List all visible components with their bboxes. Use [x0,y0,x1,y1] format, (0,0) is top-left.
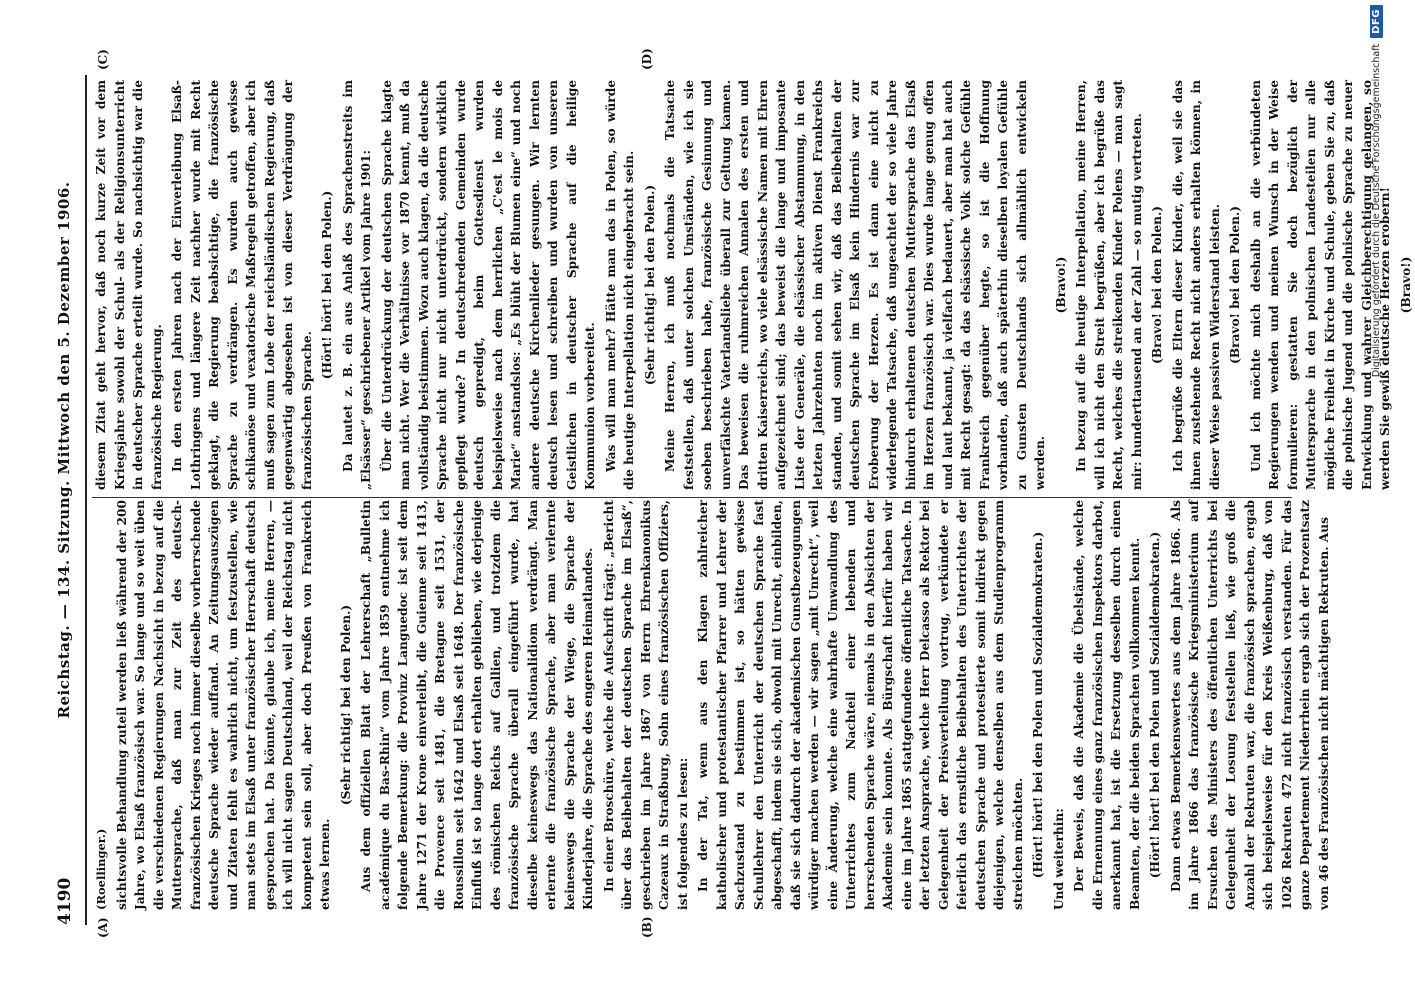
paragraph: In einer Broschüre, welche die Aufschrift trägt: „Bericht über das Beibehalten der deutschen Sprache im Elsaß“, geschrieben im Jahre 1867 von Herrn Ehrenkanonikus Cazeaux in Straßburg, Sohn eines französischen Offiziers, ist folgendes zu lesen: [601,500,690,910]
margin-mark-c: (C) [96,49,110,70]
interjection: (Bravo! bei den Polen.) [1150,206,1164,364]
page-title: Reichstag. — 134. Sitzung. Mittwoch den 5. Dezember 1906. [55,181,73,719]
column-divider [92,497,1292,498]
digitization-credit [1370,5,1383,995]
paragraph: In bezug auf die heutige Interpellation, meine Herren, will ich nicht den Streit begrüßen, aber ich begrüße das Recht, welches die streikenden Kinder Polens — man sagt mir: hunderttausend an der Zahl — so mutig vertreten. [1074,80,1144,490]
interjection: (Sehr richtig! bei den Polen.) [338,604,353,806]
paragraph: Dann etwas Bemerkenswertes aus dem Jahre 1866. Als im Jahre 1866 das französische Kriegsministerium auf Ersuchen des Ministers des öffentlichen Unterrichts bei Gelegenheit der Losung feststellen ließ, wie groß die Anzahl der Rekruten war, die französisch sprachen, ergab sich beispielsweise für den Kreis Weißenburg, daß von 1026 Rekruten 472 nicht französisch verstanden. Für das ganze Departement Niederrhein ergab sich der Prozentsatz von 46 des Französischen nicht mächtigen Rekruten. Aus [1168,500,1331,910]
interjection: (Sehr richtig! bei den Polen.) [642,184,657,386]
quotation: Der Beweis, daß die Akademie die Übelstände, welche die Ernennung eines ganz französischen Inspektors darbot, anerkannt hat, ist die Ersetzung desselben durch einen Beamten, der die beiden Sprachen vollkommen kennt. [1072,500,1142,910]
interjection: (Bravo!) [1398,256,1413,314]
left-column [92,500,1331,910]
interjection: (Bravo! bei den Polen.) [1228,206,1242,364]
speaker-name: (Roellinger.) [94,828,108,910]
interjection: (Hört! hört! bei den Polen und Sozialdemokraten.) [1148,531,1162,879]
page-header [55,75,83,925]
paragraph: In den ersten Jahren nach der Einverleibung Elsaß-Lothringens und längere Zeit nachher wurde mit Recht geklagt, die Regierung beabsichtige, die französische Sprache zu verdrängen. Es wurden auch gewisse schikanöse und vexatorische Maßregeln getroffen, aber ich muß sagen zum Lobe der reichsländischen Regierung, daß gegenwärtig abgesehen ist von dieser Verdrängung der französischen Sprache. [170,80,314,490]
paragraph: Was will man mehr? Hätte man das in Polen, so würde die heutige Interpellation nicht eingebracht sein. [603,80,636,490]
interjection: (Hört! hört! bei den Polen und Sozialdemokraten.) [1031,531,1045,879]
header-rule [85,75,87,925]
interjection: (Hört! hört! bei den Polen.) [320,190,334,380]
paragraph: Meine Herren, ich muß nochmals die Tatsache feststellen, daß unter solchen Umständen, wie ich sie soeben beschrieben habe, französische Gesinnung und unverfälschte Vaterlandsliebe überall zur Geltung kamen. Das beweisen die ruhmreichen Annalen des ersten und dritten Kaiserreichs, wo viele elsässische Namen mit Ehren aufgezeichnet sind; das beweist die lange und imposante Liste der Generäle, die elsässischer Abstammung, in den letzten Jahrzehnten noch im aktiven Dienst Frankreichs standen, und somit sehen wir, daß das Beibehalten der deutschen Sprache im Elsaß kein Hindernis war zur Eroberung der Herzen. Es ist dann eine nicht zu widerlegende Tatsache, daß ungeachtet der so viele Jahre hindurch erhaltenen deutschen Muttersprache das Elsaß im Herzen französisch war. Dies wurde lange genug offen und laut bekannt, ja vielfach bedauert, aber man hat auch mit Recht gesagt: da das elsässische Volk solche Gefühle Frankreich gegenüber hegte, so ist die Hoffnung vorhanden, daß auch späterhin dieselben loyalen Gefühle zu Gunsten Deutschlands sich allmählich entwickeln werden. [663,80,1047,490]
margin-mark-b: (B) [640,916,654,938]
interjection: (Bravo!) [1053,256,1068,314]
margin-mark-a: (A) [96,917,110,938]
margin-mark-d: (D) [640,48,654,70]
credit-text: Digitalisierung gefördert durch die Deutsche Forschungsgemeinschaft [1371,43,1382,378]
paragraph: Und weiterhin: [1051,808,1066,910]
paragraph: diesem Zitat geht hervor, daß noch kurze Zeit vor dem Kriegsjahre sowohl der Schul- als der Religionsunterricht in deutscher Sprache erteilt wurde. So nachsichtig war die französische Regierung. [94,80,164,490]
paragraph: Da lautet z. B. ein aus Anlaß des Sprachenstreits im „Elsässer“ geschriebener Artikel vom Jahre 1901: [340,80,373,490]
paragraph: sichtsvolle Behandlung zuteil werden ließ während der 200 Jahre, wo Elsaß französisch war. So lange und so weit üben die verschiedenen Regierungen Nachsicht in bezug auf die Muttersprache, daß man zur Zeit des deutsch-französischen Krieges noch immer dieselbe vorherrschende deutsche Sprache wieder auffand. An Zeitungsauszügen und Zitaten fehlt es wahrlich nicht, um festzustellen, wie man stets im Elsaß unter französischer Herrschaft deutsch gesprochen hat. Da könnte, glaube ich, meine Herren, — ich will nicht sagen Deutschland, weil der Reichstag nicht kompetent sein soll, aber doch Preußen von Frankreich etwas lernen. [114,500,332,910]
page-number: 4190 [55,877,75,925]
dfg-logo: DFG [1370,5,1383,38]
quotation: In der Tat, wenn aus den Klagen zahlreicher katholischer und protestantischer Pfarrer und Lehrer der Sachzustand zu bestimmen ist, so hätten gewisse Schullehrer den Unterricht der deutschen Sprache fast abgeschafft, indem sie sich, obwohl mit Unrecht, einbilden, daß sie sich dadurch der akademischen Gunstbezeugungen würdiger machen werden — wir sagen „mit Unrecht“, weil eine Änderung, welche eine wahrhafte Umwandlung des Unterrichtes zum Nachteil einer lebenden und herrschenden Sprache wäre, niemals in den Absichten der Akademie sein konnte. Als Bürgschaft hierfür haben wir eine im Jahre 1865 stattgefundene öffentliche Tatsache. In der letzten Ansprache, welche Herr Delcasso als Rektor bei Gelegenheit der Preisverteilung vortrug, verkündete er feierlich das ernstliche Beibehalten des Unterrichtes der deutschen Sprache und protestierte somit indirekt gegen diejenigen, welche denselben aus dem Studienprogramm streichen möchten. [696,500,1025,910]
paragraph: Und ich möchte mich deshalb an die verbündeten Regierungen wenden und meinen Wunsch in der Weise formulieren: gestatten Sie doch bezüglich der Muttersprache in den polnischen Landesteilen nur alle mögliche Freiheit in Kirche und Schule, geben Sie zu, daß die polnische Jugend und die polnische Sprache zu neuer Entwicklung und wahrer Gleichberechtigung gelangen, so werden Sie gewiß deutsche Herzen erobern! [1248,80,1392,490]
paragraph: Aus dem offiziellen Blatt der Lehrerschaft „Bulletin académique du Bas-Rhin“ vom Jahre 1859 entnehme ich folgende Bemerkung: die Provinz Languedoc ist seit dem Jahre 1271 der Krone einverleibt, die Guienne seit 1413, die Provence seit 1481, die Bretagne seit 1531, der Roussillon seit 1642 und Elsaß seit 1648. Der französische Einfluß ist so lange dort erhalten geblieben, wie derjenige des römischen Reichs auf Gallien, und trotzdem die französische Sprache überall eingeführt wurde, hat dieselbe keineswegs das Nationalidiom verdrängt. Man erlernte die französische Sprache, aber man verlernte keineswegs die Sprache der Wiege, die Sprache der Kinderjahre, die Sprache des engeren Heimatlandes. [359,500,595,910]
quotation: Über die Unterdrückung der deutschen Sprache klagte man nicht. Wer die Verhältnisse vor 1870 kennt, muß da vollständig beistimmen. Wozu auch klagen, da die deutsche Sprache nicht nur nicht unterdrückt, sondern wirklich gepflegt wurde? In deutschredenden Gemeinden wurde deutsch gepredigt, beim Gottesdienst wurden beispielsweise nach dem herrlichen „C'est le mois de Marie“ anstandslos: „Es blüht der Blumen eine“ und noch andere deutsche Kirchenlieder gesungen. Wir lernten deutsch lesen und schreiben und wurden von unseren Geistlichen in deutscher Sprache auf die heilige Kommunion vorbereitet. [379,80,597,490]
paragraph: Ich begrüße die Eltern dieser Kinder, die, weil sie das ihnen zustehende Recht nicht anders erhalten können, in dieser Weise passiven Widerstand leisten. [1170,80,1222,490]
